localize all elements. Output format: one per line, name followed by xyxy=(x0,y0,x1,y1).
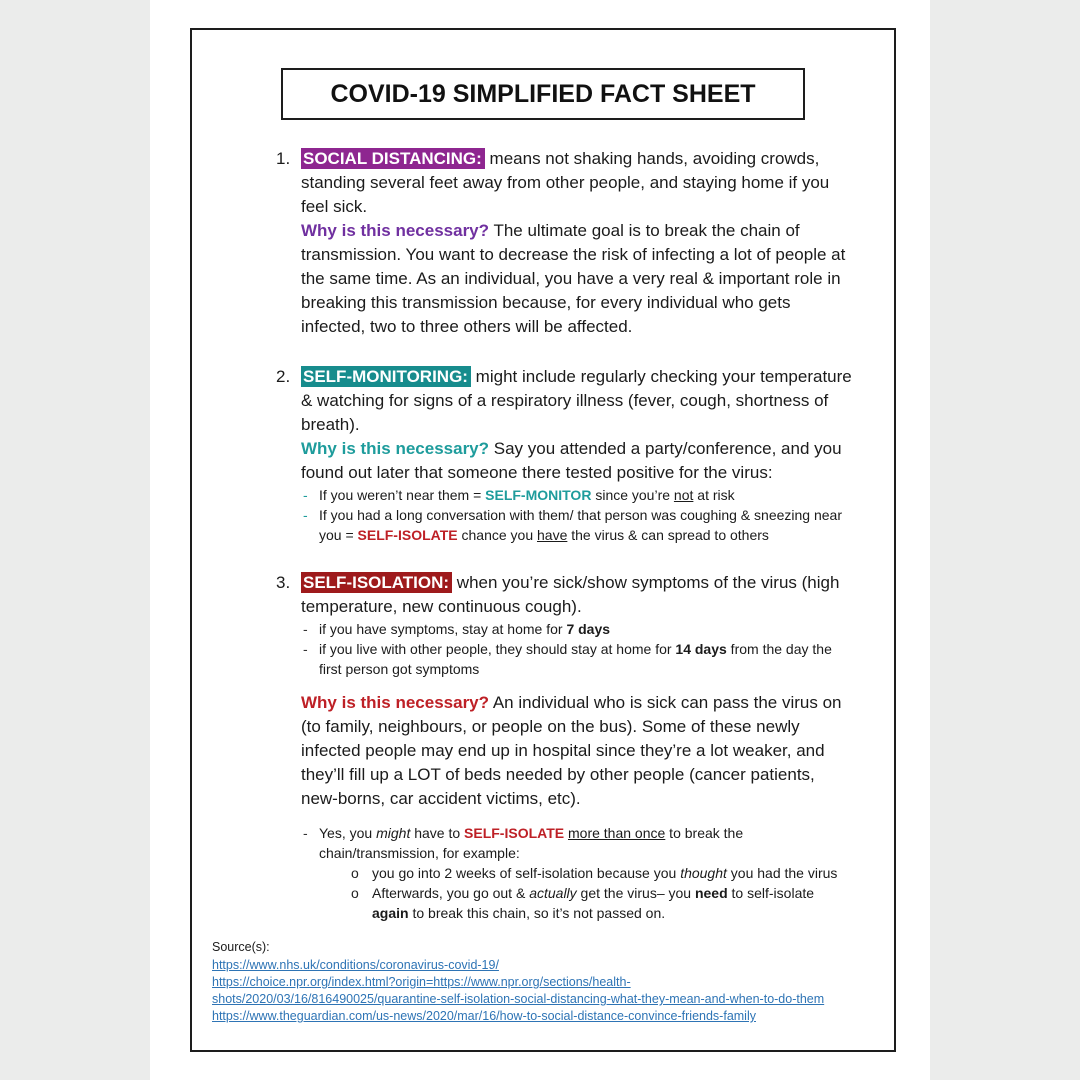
text-run: If you had a long conversation with them/ that person was coughing & sneezing near you = xyxy=(319,507,842,543)
list-item xyxy=(301,823,852,863)
text-run: to self-isolate xyxy=(727,885,815,901)
fact-item-social-distancing xyxy=(276,147,852,339)
dash-bullet-marker: - xyxy=(303,487,308,503)
dash-bullet-marker: - xyxy=(303,641,308,657)
dash-bullet-marker: - xyxy=(303,621,308,637)
right-margin-band xyxy=(930,0,1080,1080)
item-intro-paragraph xyxy=(301,365,852,437)
left-margin-band xyxy=(0,0,150,1080)
bullet-text xyxy=(372,863,852,883)
text-run: Why is this necessary? xyxy=(301,221,490,240)
bullet-text xyxy=(319,639,852,679)
why-paragraph xyxy=(301,437,852,485)
text-run: to break this chain, so it’s not passed on. xyxy=(408,905,666,921)
fact-item-self-isolation xyxy=(276,571,852,923)
bullet-text xyxy=(372,883,852,923)
text-run: If you weren’t near them = xyxy=(319,487,486,503)
fact-list xyxy=(276,147,852,923)
text-run: you had the virus xyxy=(726,865,838,881)
document-page xyxy=(190,28,896,1052)
list-item xyxy=(301,619,852,639)
text-run: again xyxy=(372,905,409,921)
item-intro-paragraph xyxy=(301,571,852,619)
text-run: 7 days xyxy=(566,621,611,637)
sources-section xyxy=(212,939,856,1025)
list-item xyxy=(301,639,852,679)
item-number: 3. xyxy=(276,573,291,592)
text-run: need xyxy=(694,885,728,901)
page-title: COVID-19 SIMPLIFIED FACT SHEET xyxy=(330,80,756,108)
text-run: if you have symptoms, stay at home for xyxy=(319,621,567,637)
item-number: 2. xyxy=(276,367,291,386)
source-link-guardian[interactable]: https://www.theguardian.com/us-news/2020/mar/16/how-to-social-distance-convince-friends-family xyxy=(212,1009,756,1023)
text-run: Yes, you xyxy=(319,825,377,841)
sub-list-item xyxy=(344,863,852,883)
why-paragraph xyxy=(301,691,852,811)
text-run: have xyxy=(537,527,568,543)
text-run: Why is this necessary? xyxy=(301,439,490,458)
source-link-npr[interactable]: https://choice.npr.org/index.html?origin=https://www.npr.org/sections/health-shots/2020/03/16/816490025/quarantine-self-isolation-social-distancing-what-they-mean-and-when-to-do-them xyxy=(212,975,825,1006)
text-run: means not shaking hands, avoiding crowds, standing several feet away from other people, and staying home if you feel sick. xyxy=(301,149,830,216)
text-run: SELF-ISOLATE xyxy=(357,527,458,543)
text-run: when you’re sick/show symptoms of the virus (high temperature, new continuous cough). xyxy=(301,573,840,616)
circle-bullet-marker: o xyxy=(351,865,359,881)
why-paragraph xyxy=(301,219,852,339)
sources-label: Source(s): xyxy=(212,940,270,954)
title-box xyxy=(281,68,805,120)
dash-bullet-marker: - xyxy=(303,825,308,841)
text-run: Say you attended a party/conference, and you found out later that someone there tested positive for the virus: xyxy=(301,439,842,482)
dash-bullet-marker: - xyxy=(303,507,308,523)
text-run: SOCIAL DISTANCING: xyxy=(301,148,485,169)
text-run: get the virus– you xyxy=(576,885,695,901)
text-run: might xyxy=(376,825,411,841)
text-run: 14 days xyxy=(675,641,727,657)
text-run: at risk xyxy=(693,487,735,503)
text-run: since you’re xyxy=(591,487,674,503)
text-run: Afterwards, you go out & xyxy=(372,885,530,901)
source-link-nhs[interactable]: https://www.nhs.uk/conditions/coronavirus-covid-19/ xyxy=(212,958,499,972)
text-run: from the day the first person got symptoms xyxy=(319,641,832,677)
bullet-text xyxy=(319,619,852,639)
text-run: the virus & can spread to others xyxy=(567,527,769,543)
text-run: if you live with other people, they should stay at home for xyxy=(319,641,676,657)
text-run: might include regularly checking your temperature & watching for signs of a respiratory illness (fever, cough, shortness of breath). xyxy=(301,367,852,434)
text-run: you go into 2 weeks of self-isolation because you xyxy=(372,865,681,881)
text-run: An individual who is sick can pass the virus on (to family, neighbours, or people on the bus). Some of these newly infected people may end up in hospital since they’re a lot weaker, and they’ll fill up a LOT of beds needed by other people (cancer patients, new-borns, car accident victims, etc). xyxy=(301,693,842,808)
text-run: more than once xyxy=(568,825,666,841)
text-run: SELF-ISOLATE xyxy=(464,825,565,841)
text-run: chance you xyxy=(457,527,537,543)
text-run: Why is this necessary? xyxy=(301,693,490,712)
text-run: not xyxy=(673,487,694,503)
text-run: thought xyxy=(680,865,727,881)
bullet-text xyxy=(319,823,852,863)
text-run: to break the chain/transmission, for example: xyxy=(319,825,744,861)
text-run: SELF-MONITOR xyxy=(485,487,592,503)
fact-item-self-monitoring xyxy=(276,365,852,545)
text-run: have to xyxy=(410,825,465,841)
list-item xyxy=(301,505,852,545)
item-intro-paragraph xyxy=(301,147,852,219)
text-run: SELF-MONITORING: xyxy=(301,366,471,387)
text-run: The ultimate goal is to break the chain of transmission. You want to decrease the risk of infecting a lot of people at the same time. As an individual, you have a very real & important role in breaking this transmission because, for every individual who gets infected, two to three others will be affected. xyxy=(301,221,846,336)
item-number: 1. xyxy=(276,149,291,168)
sub-list-item xyxy=(344,883,852,923)
list-item xyxy=(301,485,852,505)
text-run: actually xyxy=(529,885,577,901)
bullet-text xyxy=(319,485,852,505)
bullet-text xyxy=(319,505,852,545)
text-run: SELF-ISOLATION: xyxy=(301,572,452,593)
circle-bullet-marker: o xyxy=(351,885,359,901)
